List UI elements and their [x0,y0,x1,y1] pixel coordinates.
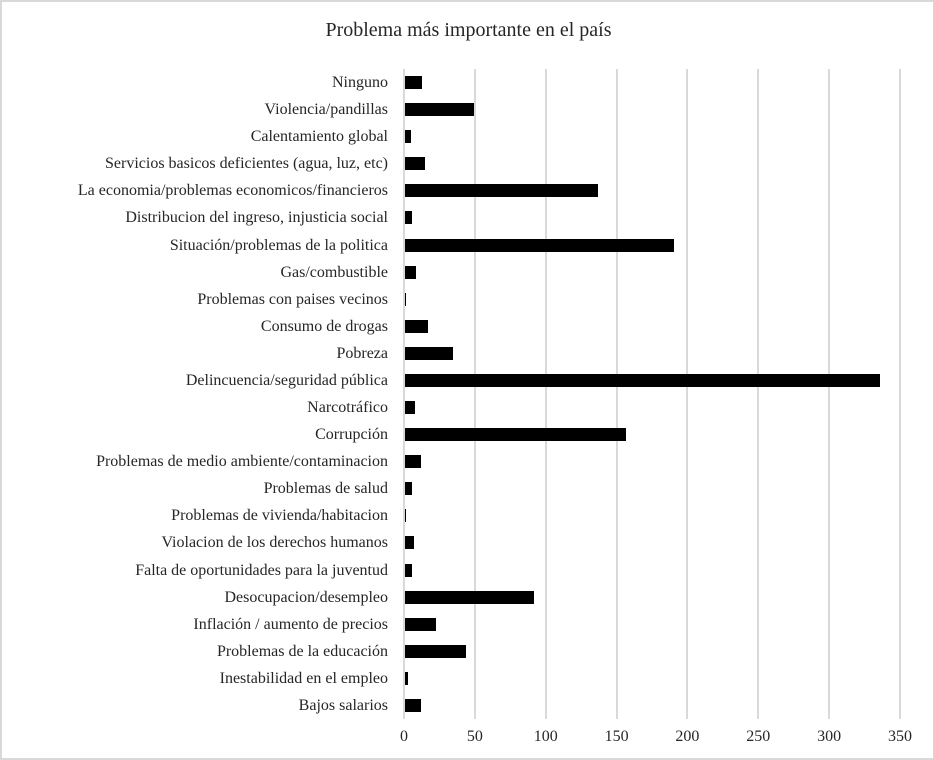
category-label: Falta de oportunidades para la juventud [135,561,388,579]
bar [405,455,421,468]
gridline [474,69,476,719]
bar [405,103,474,116]
gridline [899,69,901,719]
x-tick-label: 50 [466,728,483,745]
bar [405,699,421,712]
x-tick-label: 100 [533,728,558,745]
gridline [686,69,688,719]
bar [405,482,412,495]
category-label: Gas/combustible [280,263,388,281]
category-label: Bajos salarios [298,696,388,714]
bar [405,645,466,658]
category-label: Problemas de vivienda/habitacion [171,507,388,525]
category-label: Inestabilidad en el empleo [219,669,388,687]
category-label: Problemas de medio ambiente/contaminacion [96,453,388,471]
gridline [616,69,618,719]
category-label: Inflación / aumento de precios [193,615,388,633]
category-label: Desocupacion/desempleo [224,588,388,606]
category-label: Distribucion del ingreso, injusticia social [125,209,388,227]
category-label: Problemas de la educación [216,642,388,660]
category-label: Situación/problemas de la politica [169,236,388,254]
bar [405,293,406,306]
bar [405,591,534,604]
x-tick-label: 250 [746,728,771,745]
bar [405,536,414,549]
gridline [828,69,830,719]
gridline [545,69,547,719]
bar [405,130,411,143]
category-label: Delincuencia/seguridad pública [185,371,388,389]
category-label: Narcotráfico [307,399,388,416]
bar [405,672,408,685]
x-tick-label: 150 [604,728,629,745]
category-label: Violacion de los derechos humanos [161,534,388,552]
category-label: Servicios basicos deficientes (agua, luz, etc) [105,155,388,173]
category-label: La economia/problemas economicos/financieros [77,182,388,200]
bar [405,157,425,170]
bar [405,618,436,631]
bar [405,428,626,441]
bar [405,239,674,252]
category-label: Calentamiento global [250,128,388,146]
category-label: Problemas de salud [263,480,388,498]
category-label: Corrupción [315,426,388,444]
bar [405,564,412,577]
bar [405,509,406,522]
bar [405,401,415,414]
x-tick-label: 350 [888,728,912,745]
category-label: Pobreza [336,344,388,362]
category-label: Ninguno [332,74,388,91]
x-tick-label: 0 [400,728,408,745]
bar [405,211,412,224]
x-tick-label: 300 [817,728,842,745]
plot-area [404,69,933,719]
gridline [757,69,759,719]
bar [405,320,428,333]
x-tick-label: 200 [675,728,700,745]
bar [405,347,453,360]
category-label: Problemas con paises vecinos [197,290,388,308]
bar [405,266,416,279]
category-label: Consumo de drogas [260,317,388,335]
chart-title: Problema más importante en el país [325,19,612,41]
bar [405,374,880,387]
bar [405,76,422,89]
bar [405,184,598,197]
category-label: Violencia/pandillas [264,101,388,119]
